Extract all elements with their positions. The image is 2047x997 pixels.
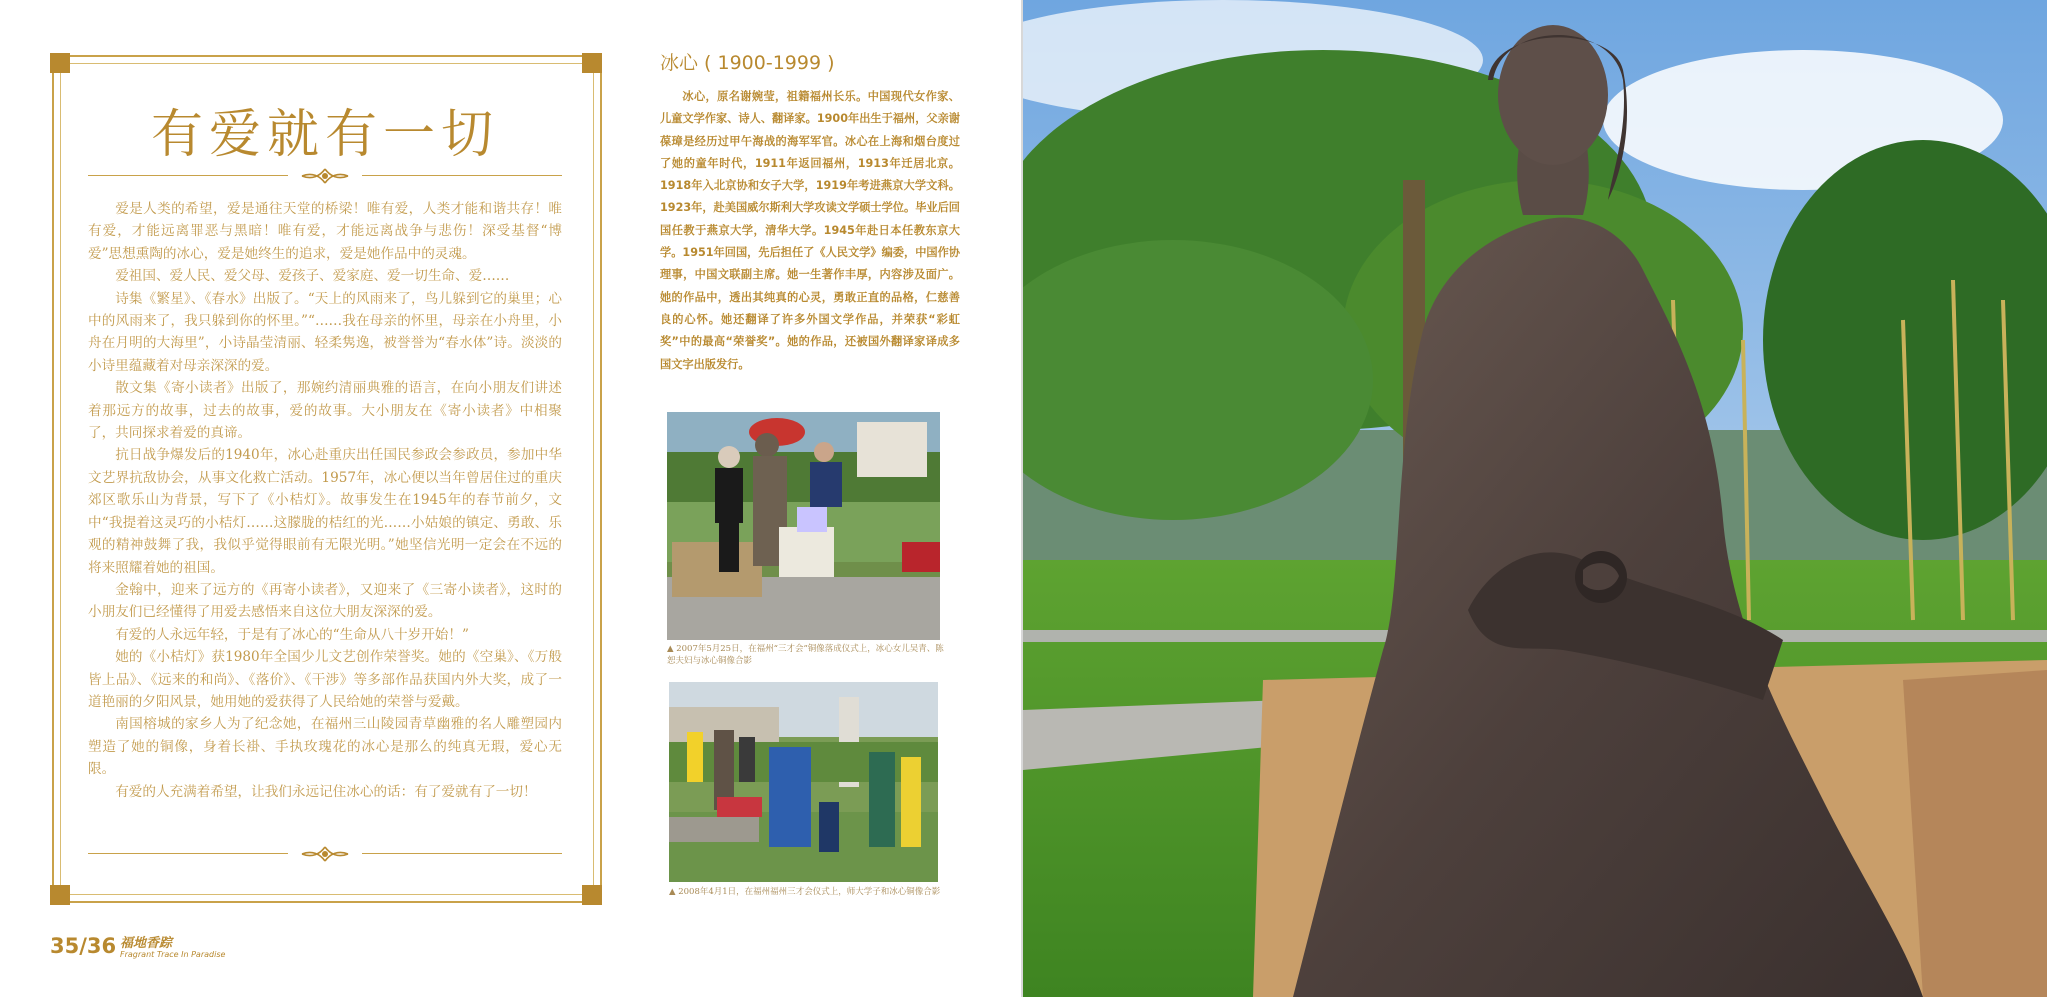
paragraph: 爱祖国、爱人民、爱父母、爱孩子、爱家庭、爱一切生命、爱…… [115, 268, 510, 285]
page-number: 35/36 [50, 934, 117, 958]
frame-corner [582, 53, 602, 73]
photo-caption: ▲ 2008年4月1日，在福州福州三才会仪式上，师大学子和冰心铜像合影 [669, 887, 941, 897]
ornament-divider-top [88, 166, 562, 186]
paragraph: 她的《小桔灯》获1980年全国少儿文艺创作荣誉奖。她的《空巢》、《万般皆上品》、《远来的和尚》、《落价》、《干涉》等多部作品获国内外大奖，成了一道艳丽的夕阳风景，她用她的爱获得了人民给她的荣誉与爱戴。 [88, 649, 562, 710]
paragraph: 诗集《繁星》、《春水》出版了。“天上的风雨来了，鸟儿躲到它的巢里；心中的风雨来了，我只躲到你的怀里。”“……我在母亲的怀里，母亲在小舟里，小舟在月明的大海里”，小诗晶莹清丽、轻柔隽逸，被誉誉为“春水体”诗。淡淡的小诗里蕴藏着对母亲深深的爱。 [88, 290, 562, 374]
paragraph: 散文集《寄小读者》出版了，那婉约清丽典雅的语言，在向小朋友们讲述着那远方的故事，过去的故事，爱的故事。大小朋友在《寄小读者》中相聚了，共同探求着爱的真谛。 [88, 380, 562, 442]
left-page [0, 0, 1023, 997]
bio-title: 冰心 ( 1900-1999 ) [660, 52, 835, 74]
page-title: 有爱就有一切 [150, 105, 499, 165]
brand-subtitle: Fragrant Trace In Paradise [120, 950, 226, 959]
bio-paragraph: 冰心，原名谢婉莹，祖籍福州长乐。中国现代女作家、儿童文学作家、诗人、翻译家。1900年出生于福州，父亲谢葆璋是经历过甲午海战的海军军官。冰心在上海和烟台度过了她的童年时代，1911年返回福州，1913年迁居北京。1918年入北京协和女子大学，1919年考进燕京大学文科。1923年，赴美国威尔斯利大学攻读文学硕士学位。毕业后回国任教于燕京大学，清华大学。1945年赴日本任教东京大学。1951年回国，先后担任了《人民文学》编委，中国作协理事，中国文联副主席。她一生著作丰厚，内容涉及面广。她的作品中，透出其纯真的心灵，勇敢正直的品格，仁慈善良的心怀。她还翻译了许多外国文学作品，并荣获“彩虹奖”中的最高“荣誉奖”。她的作品，还被国外翻译家译成多国文字出版发行。 [660, 90, 960, 371]
photo-students [669, 682, 938, 882]
paragraph: 南国榕城的家乡人为了纪念她，在福州三山陵园青草幽雅的名人雕塑园内塑造了她的铜像，身着长褂、手执玫瑰花的冰心是那么的纯真无瑕，爱心无限。 [88, 716, 562, 778]
statue-photo [1023, 0, 2047, 997]
paragraph: 抗日战争爆发后的1940年，冰心赴重庆出任国民参政会参政员，参加中华文艺界抗敌协会，从事文化救亡活动。1957年，冰心便以当年曾居住过的重庆郊区歌乐山为背景，写下了《小桔灯》。故事发生在1945年的春节前夕，文中“我提着这灵巧的小桔灯……这朦胧的桔红的光……小姑娘的镇定、勇敢、乐观的精神鼓舞了我，我似乎觉得眼前有无限光明。”她坚信光明一定会在不远的将来照耀着她的祖国。 [88, 447, 562, 576]
frame-corner [50, 885, 70, 905]
paragraph: 爱是人类的希望，爱是通往天堂的桥梁！唯有爱，人类才能和谐共存！唯有爱，才能远离罪恶与黑暗！唯有爱，才能远离战争与悲伤！深受基督“博爱”思想熏陶的冰心，爱是她终生的追求，爱是她作品中的灵魂。 [88, 201, 562, 262]
paragraph: 有爱的人永远年轻，于是有了冰心的“生命从八十岁开始！” [115, 626, 469, 643]
paragraph: 金翰中，迎来了远方的《再寄小读者》，又迎来了《三寄小读者》，这时的小朋友们已经懂得了用爱去感悟来自这位大朋友深深的爱。 [88, 581, 562, 621]
paragraph: 有爱的人充满着希望，让我们永远记住冰心的话：有了爱就有了一切！ [115, 783, 537, 800]
ornament-icon [300, 166, 350, 186]
article-body [88, 198, 562, 803]
ornament-icon [300, 844, 350, 864]
bio-text [660, 86, 960, 376]
frame-corner [50, 53, 70, 73]
photo-caption: ▲ 2007年5月25日，在福州“三才会”铜像落成仪式上，冰心女儿吴青、陈恕夫妇与冰心铜像合影 [667, 644, 944, 666]
frame-corner [582, 885, 602, 905]
photo-statue-family [667, 412, 940, 640]
ornament-divider-bottom [88, 844, 562, 864]
brand-title: 福地香踪 [120, 936, 173, 951]
